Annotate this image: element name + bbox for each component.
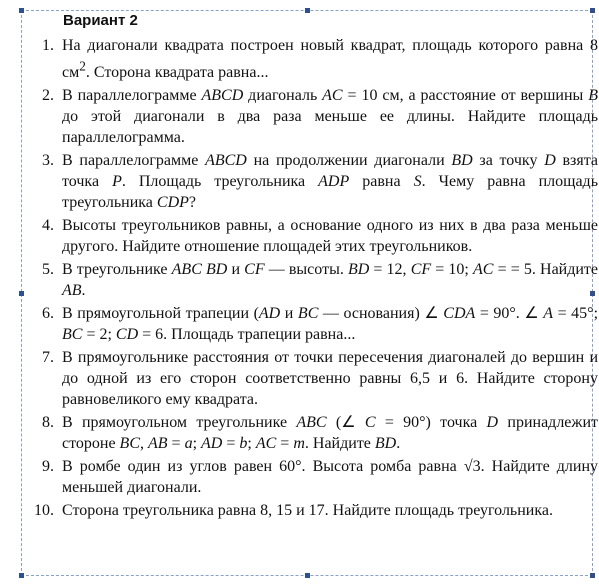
problem-number: 6.	[42, 305, 54, 323]
problem-number: 2.	[42, 87, 54, 105]
problem-text: В ромбе один из углов равен 60°. Высота ромба равна √3. Найдите длину меньшей диагонали.	[62, 458, 598, 497]
resize-handle-bottom-middle[interactable]	[305, 573, 310, 578]
problem-item	[26, 215, 598, 257]
problem-text: В параллелограмме ABCD на продолжении диагонали BD за точку D взята точка P. Площадь треугольника ADP равна S. Чему равна площадь треугольника CDP?	[62, 152, 598, 212]
problem-list	[26, 35, 598, 521]
resize-handle-bottom-right[interactable]	[590, 573, 595, 578]
problem-number: 5.	[42, 261, 54, 279]
problem-item	[26, 150, 598, 213]
problem-item	[26, 35, 598, 83]
variant-title: Вариант 2	[63, 12, 138, 29]
problem-text: Высоты треугольников равны, а основание одного из них в два раза меньше другого. Найдите отношение площадей этих треугольников.	[62, 217, 598, 256]
problem-number: 9.	[42, 458, 54, 476]
problem-item	[26, 347, 598, 410]
problem-item	[26, 303, 598, 345]
resize-handle-top-left[interactable]	[19, 8, 24, 13]
problem-number: 1.	[42, 37, 54, 54]
problem-text: В треугольнике ABC BD и CF — высоты. BD = 12, CF = 10; AC = = 5. Найдите AB.	[62, 261, 599, 300]
problem-number: 8.	[42, 414, 54, 432]
resize-handle-middle-left[interactable]	[19, 291, 24, 296]
problem-item	[26, 259, 598, 301]
problem-number: 4.	[42, 217, 54, 235]
problem-number: 3.	[42, 152, 54, 170]
problem-text: В прямоугольном треугольнике ABC (∠ C = 90°) точка D принадлежит стороне BC, AB = a; AD = b; AC = m. Найдите BD.	[62, 414, 599, 453]
problem-item	[26, 500, 598, 521]
document-content[interactable]	[26, 12, 598, 523]
problem-number: 10.	[34, 502, 54, 520]
problem-item	[26, 456, 598, 498]
problem-item	[26, 412, 598, 454]
problem-item	[26, 85, 598, 148]
problem-number: 7.	[42, 349, 54, 367]
problem-text: В прямоугольной трапеции (AD и BC — основания) ∠ CDA = 90°. ∠ A = 45°; BC = 2; CD = 6. Площадь трапеции равна...	[62, 305, 599, 344]
problem-text: В параллелограмме ABCD диагональ AC = 10 см, а расстояние от вершины B до этой диагонали в два раза меньше ее длины. Найдите площадь параллелограмма.	[62, 87, 598, 147]
problem-text: Сторона треугольника равна 8, 15 и 17. Найдите площадь треугольника.	[62, 502, 553, 520]
resize-handle-bottom-left[interactable]	[19, 573, 24, 578]
problem-text: На диагонали квадрата построен новый квадрат, площадь которого равна 8 $см^2$. Сторона квадрата равна...	[62, 37, 598, 82]
problem-text: В прямоугольнике расстояния от точки пересечения диагоналей до вершин и до одной из его сторон соответственно равны 6,5 и 6. Найдите сторону равновеликого ему квадрата.	[62, 349, 598, 409]
